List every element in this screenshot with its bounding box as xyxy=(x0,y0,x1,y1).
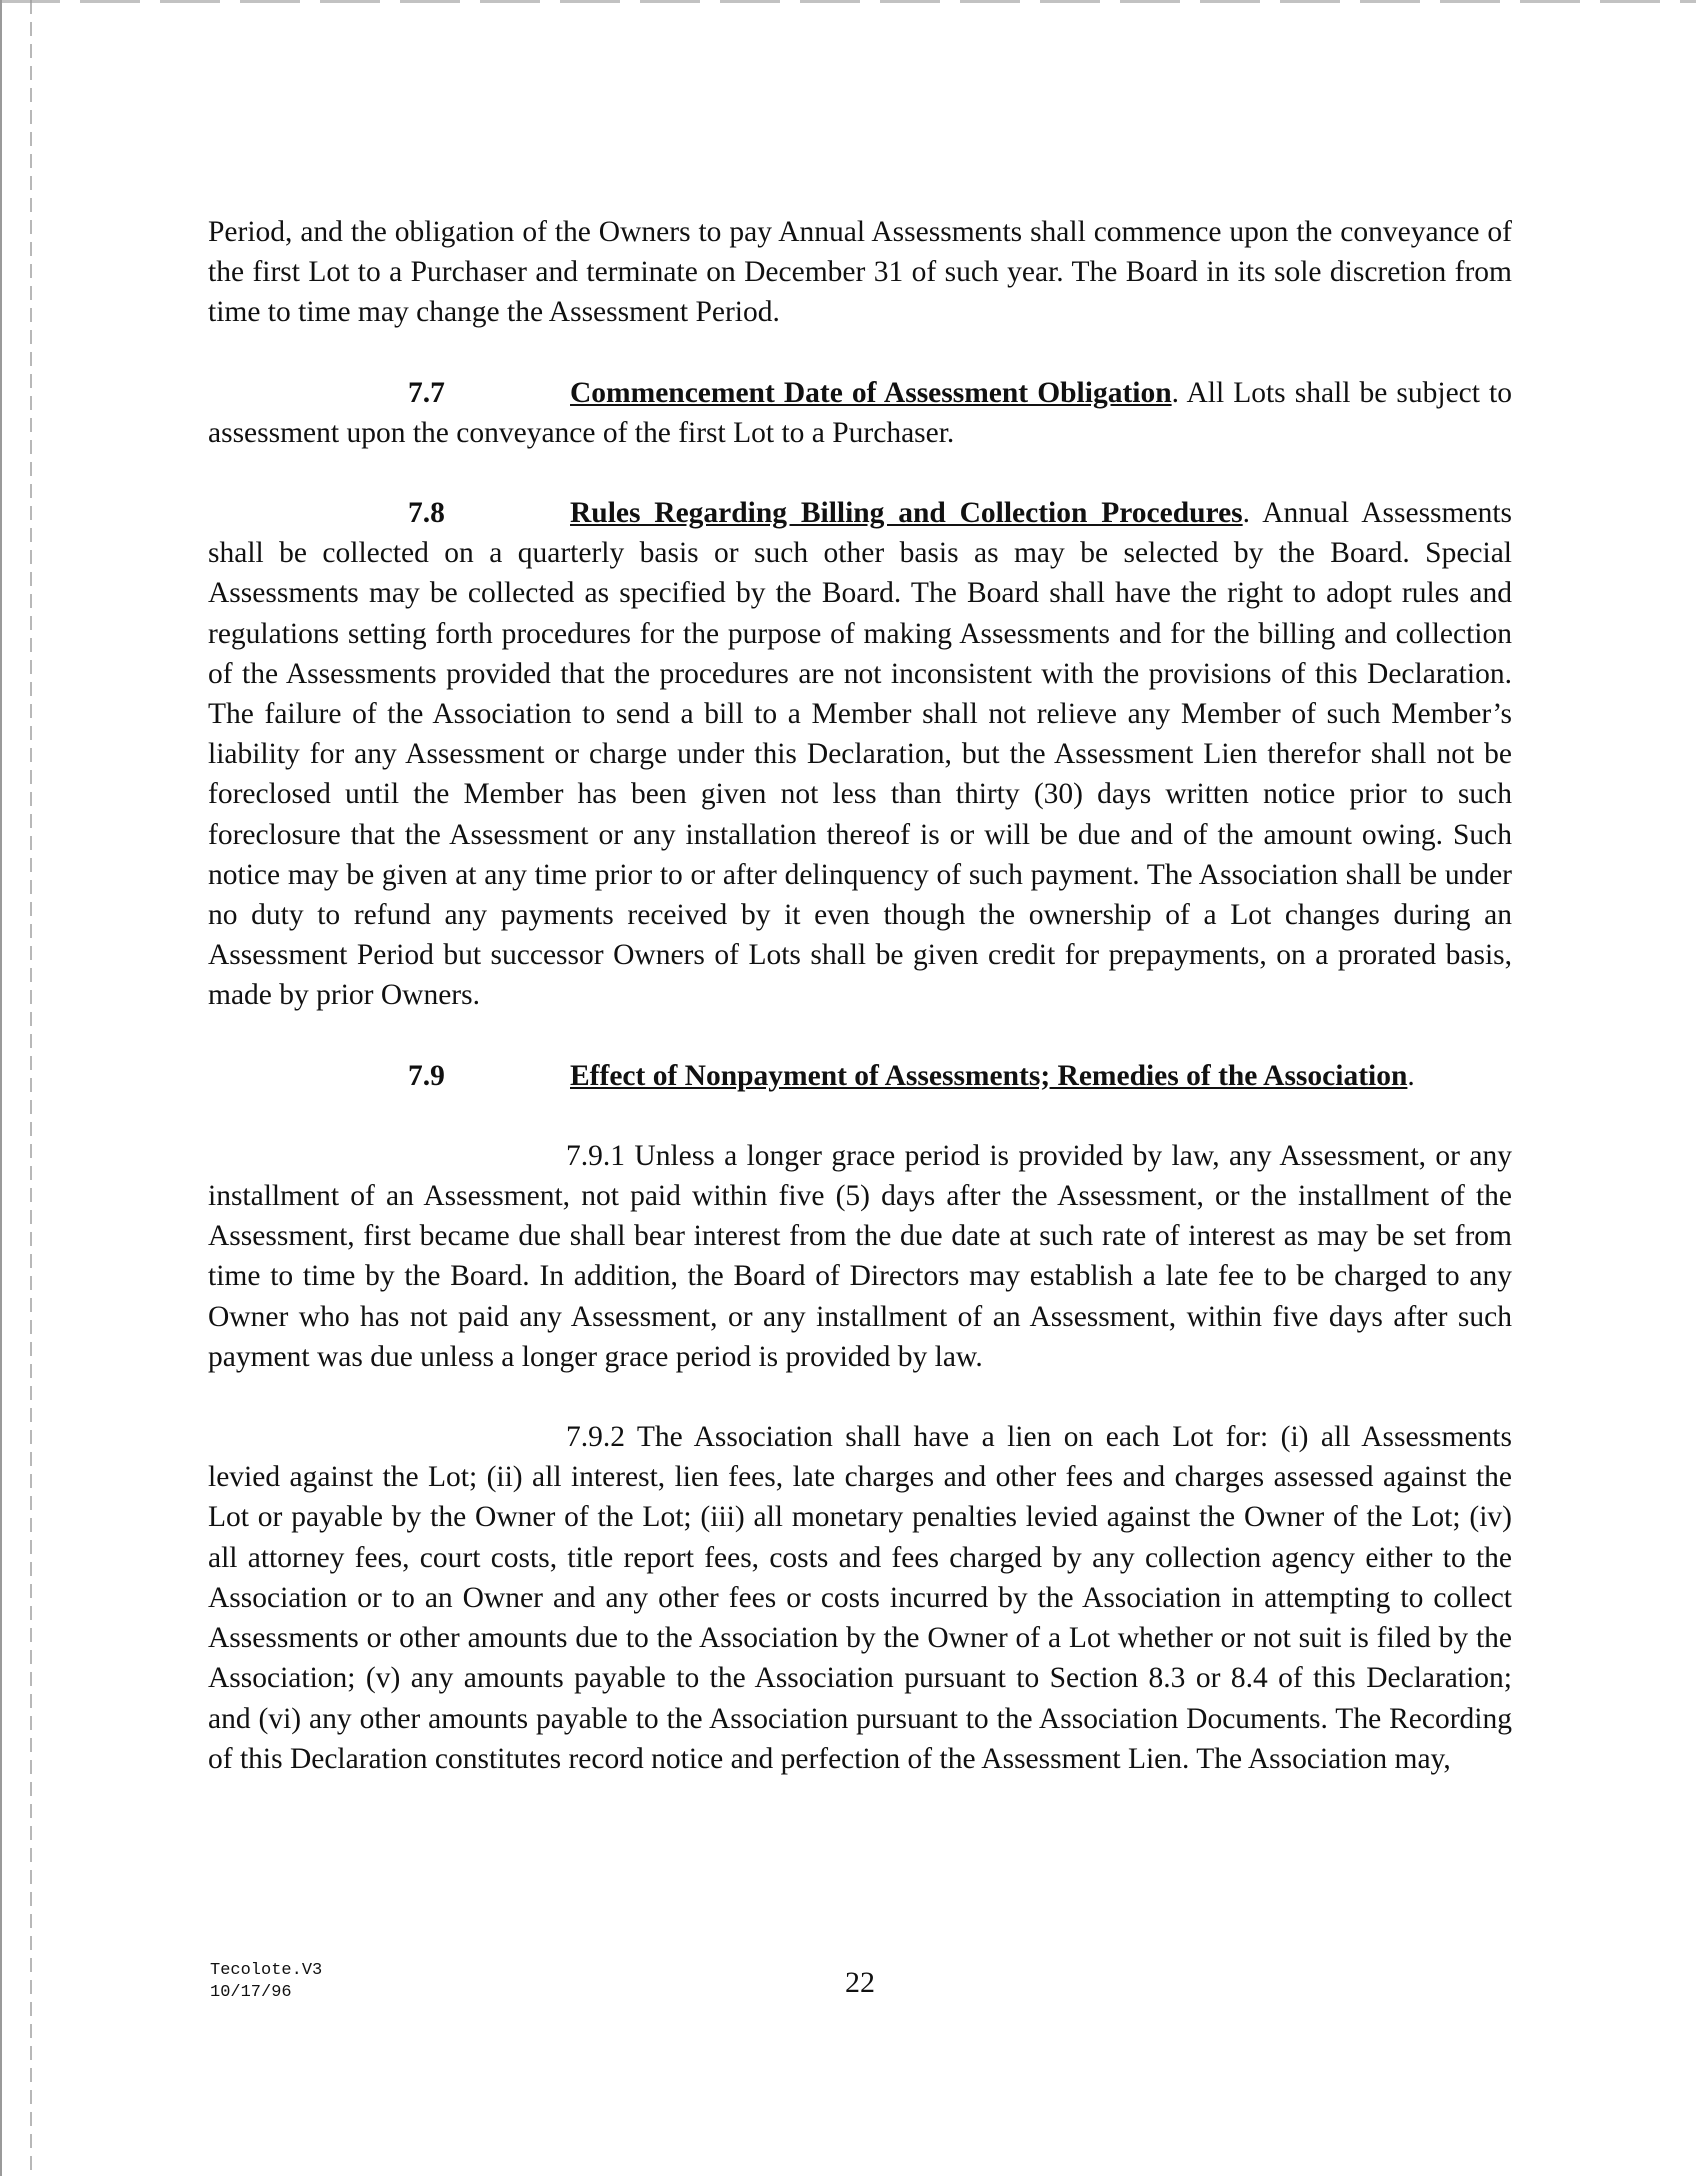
spacer xyxy=(208,333,1512,373)
subsection-7-9-2: 7.9.2 The Association shall have a lien on each Lot for: (i) all Assessments levied against the Lot; (ii) all interest, lien fees, late charges and other fees and charges assessed against the Lot or payable by the Owner of the Lot; (iii) all monetary penalties levied against the Owner of the Lot; (iv) all attorney fees, court costs, title report fees, costs and fees charged by any collection agency either to the Association or to an Owner and any other fees or costs incurred by the Association in attempting to collect Assessments or other amounts due to the Association by the Owner of a Lot whether or not suit is filed by the Association; (v) any amounts payable to the Association pursuant to Section 8.3 or 8.4 of this Declaration; and (vi) any other amounts payable to the Association pursuant to the Association Documents. The Recording of this Declaration constitutes record notice and perfection of the Assessment Lien. The Association may, xyxy=(208,1421,1512,1775)
spacer xyxy=(208,1096,1512,1136)
document-id-name: Tecolote.V3 xyxy=(210,1961,323,1980)
scan-edge-mark xyxy=(30,0,32,2176)
section-title-7-8: Rules Regarding Billing and Collection Procedures xyxy=(570,497,1243,530)
scan-edge-left xyxy=(0,0,10,2176)
section-text-7-7: . All Lots shall be subject to assessment upon the conveyance of the first Lot to a Purchaser. xyxy=(208,376,1512,449)
spacer xyxy=(208,1377,1512,1417)
section-after-7-9: . xyxy=(1407,1059,1415,1092)
page-footer xyxy=(210,1960,1510,2020)
scan-edge-top xyxy=(0,0,1696,3)
section-title-7-7: Commencement Date of Assessment Obligation xyxy=(570,376,1172,409)
page-number: 22 xyxy=(845,1966,875,1999)
section-indent xyxy=(208,497,408,529)
section-indent xyxy=(208,377,408,409)
section-number-7-7: 7.7 xyxy=(408,376,445,409)
section-indent xyxy=(208,1060,408,1092)
section-7-9 xyxy=(208,1056,1512,1096)
section-7-7 xyxy=(208,373,1512,453)
document-page xyxy=(208,212,1512,1779)
subsection-7-9-1: 7.9.1 Unless a longer grace period is provided by law, any Assessment, or any installment of an Assessment, not paid within five (5) days after the Assessment, or the installment of the Assessment, first became due shall bear interest from the due date at such rate of interest as may be set from time to time by the Board. In addition, the Board of Directors may establish a late fee to be charged to any Owner who has not paid any Assessment, or any installment of an Assessment, within five days after such payment was due unless a longer grace period is provided by law. xyxy=(208,1139,1512,1373)
section-number-7-8: 7.8 xyxy=(408,497,445,530)
section-7-8 xyxy=(208,493,1512,1016)
section-title-7-9: Effect of Nonpayment of Assessments; Remedies of the Association xyxy=(570,1059,1408,1092)
section-number-7-9: 7.9 xyxy=(408,1059,445,1092)
spacer xyxy=(208,1016,1512,1056)
intro-paragraph: Period, and the obligation of the Owners to pay Annual Assessments shall commence upon the conveyance of the first Lot to a Purchaser and terminate on December 31 of such year. The Board in its sole discretion from time to time may change the Assessment Period. xyxy=(208,216,1512,329)
section-text-7-8: . Annual Assessments shall be collected on a quarterly basis or such other basis as may be selected by the Board. Special Assessments may be collected as specified by the Board. The Board shall have the right to adopt rules and regulations setting forth procedures for the purpose of making Assessments and for the billing and collection of the Assessments provided that the procedures are not inconsistent with the provisions of this Declaration. The failure of the Association to send a bill to a Member shall not relieve any Member of such Member’s liability for any Assessment or charge under this Declaration, but the Assessment Lien therefor shall not be foreclosed until the Member has been given not less than thirty (30) days written notice prior to such foreclosure that the Assessment or any installation thereof is or will be due and of the amount owing. Such notice may be given at any time prior to or after delinquency of such payment. The Association shall be under no duty to refund any payments received by it even though the ownership of a Lot changes during an Assessment Period but successor Owners of Lots shall be given credit for prepayments, on a prorated basis, made by prior Owners. xyxy=(208,497,1513,1012)
document-id-date: 10/17/96 xyxy=(210,1983,292,2002)
spacer xyxy=(208,453,1512,493)
